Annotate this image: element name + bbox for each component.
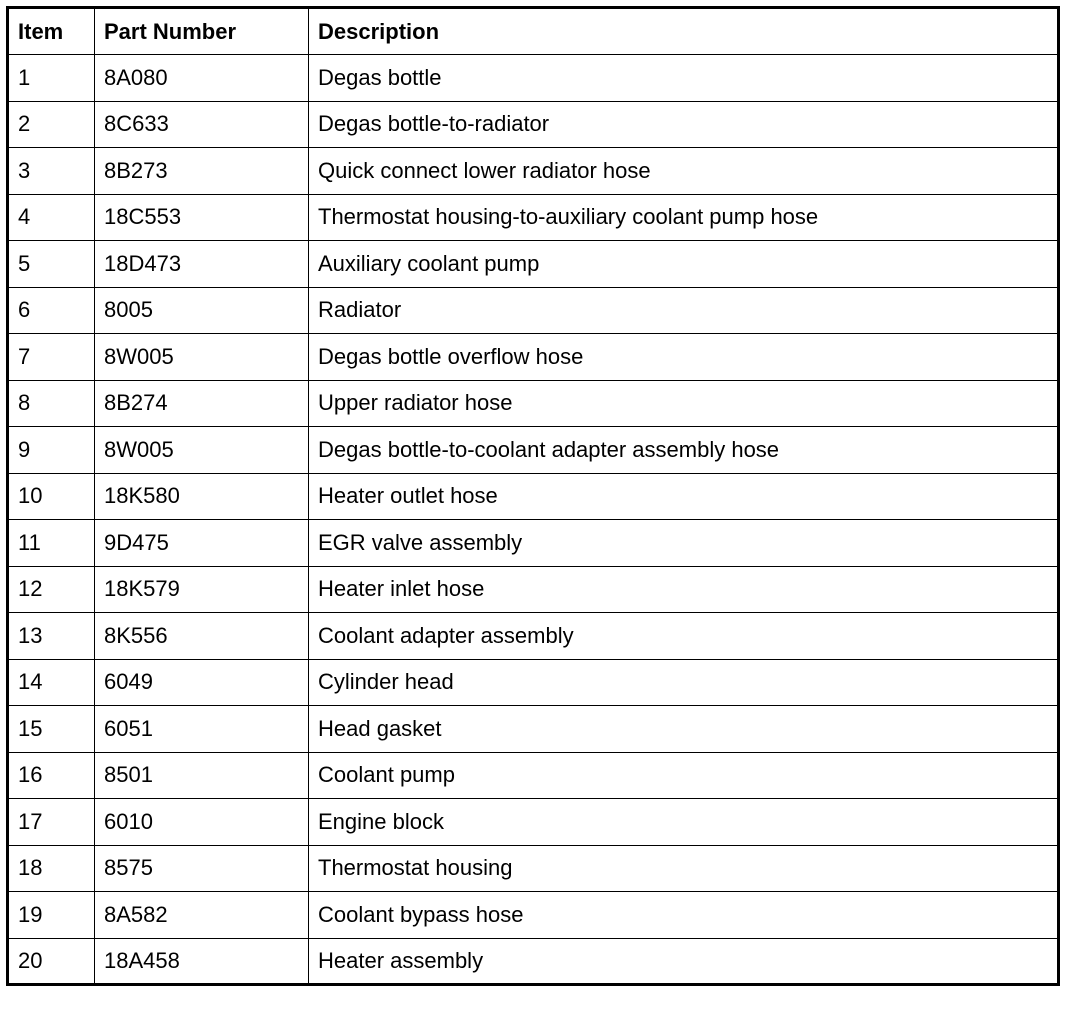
cell-item: 18 <box>8 845 95 892</box>
cell-part-number: 18K579 <box>95 566 309 613</box>
cell-item: 15 <box>8 706 95 753</box>
cell-part-number: 8K556 <box>95 613 309 660</box>
cell-item: 3 <box>8 148 95 195</box>
table-row <box>8 706 1059 753</box>
cell-item: 5 <box>8 241 95 288</box>
cell-description: Degas bottle-to-coolant adapter assembly hose <box>309 427 1059 474</box>
cell-item: 11 <box>8 520 95 567</box>
cell-part-number: 8C633 <box>95 101 309 148</box>
cell-item: 16 <box>8 752 95 799</box>
cell-description: Coolant pump <box>309 752 1059 799</box>
cell-description: Cylinder head <box>309 659 1059 706</box>
header-part-number: Part Number <box>95 8 309 55</box>
parts-table <box>6 6 1060 986</box>
table-row <box>8 334 1059 381</box>
table-row <box>8 287 1059 334</box>
cell-description: Heater outlet hose <box>309 473 1059 520</box>
cell-description: Upper radiator hose <box>309 380 1059 427</box>
table-row <box>8 473 1059 520</box>
table-row <box>8 55 1059 102</box>
table-body <box>8 55 1059 985</box>
cell-description: Heater inlet hose <box>309 566 1059 613</box>
cell-description: Heater assembly <box>309 938 1059 985</box>
cell-description: Coolant bypass hose <box>309 892 1059 939</box>
cell-part-number: 6049 <box>95 659 309 706</box>
cell-part-number: 18A458 <box>95 938 309 985</box>
cell-description: Coolant adapter assembly <box>309 613 1059 660</box>
table-row <box>8 752 1059 799</box>
table-row <box>8 380 1059 427</box>
cell-part-number: 18D473 <box>95 241 309 288</box>
cell-item: 1 <box>8 55 95 102</box>
cell-description: Radiator <box>309 287 1059 334</box>
cell-item: 2 <box>8 101 95 148</box>
table-row <box>8 194 1059 241</box>
cell-description: Auxiliary coolant pump <box>309 241 1059 288</box>
table-row <box>8 845 1059 892</box>
cell-item: 12 <box>8 566 95 613</box>
cell-item: 20 <box>8 938 95 985</box>
cell-part-number: 8575 <box>95 845 309 892</box>
cell-description: Thermostat housing <box>309 845 1059 892</box>
cell-description: Engine block <box>309 799 1059 846</box>
cell-part-number: 8W005 <box>95 334 309 381</box>
table-header-row <box>8 8 1059 55</box>
cell-description: EGR valve assembly <box>309 520 1059 567</box>
cell-part-number: 8501 <box>95 752 309 799</box>
cell-item: 7 <box>8 334 95 381</box>
cell-part-number: 8B274 <box>95 380 309 427</box>
cell-part-number: 6010 <box>95 799 309 846</box>
table-row <box>8 892 1059 939</box>
cell-item: 6 <box>8 287 95 334</box>
cell-item: 9 <box>8 427 95 474</box>
cell-item: 10 <box>8 473 95 520</box>
table-row <box>8 938 1059 985</box>
header-item: Item <box>8 8 95 55</box>
cell-description: Thermostat housing-to-auxiliary coolant pump hose <box>309 194 1059 241</box>
cell-part-number: 8A080 <box>95 55 309 102</box>
cell-item: 14 <box>8 659 95 706</box>
cell-item: 8 <box>8 380 95 427</box>
cell-part-number: 6051 <box>95 706 309 753</box>
cell-description: Degas bottle overflow hose <box>309 334 1059 381</box>
cell-part-number: 8W005 <box>95 427 309 474</box>
table-row <box>8 566 1059 613</box>
cell-description: Degas bottle-to-radiator <box>309 101 1059 148</box>
table-row <box>8 659 1059 706</box>
table-row <box>8 101 1059 148</box>
cell-description: Degas bottle <box>309 55 1059 102</box>
cell-item: 19 <box>8 892 95 939</box>
table-row <box>8 241 1059 288</box>
cell-description: Quick connect lower radiator hose <box>309 148 1059 195</box>
table-row <box>8 613 1059 660</box>
cell-item: 4 <box>8 194 95 241</box>
cell-part-number: 18K580 <box>95 473 309 520</box>
header-description: Description <box>309 8 1059 55</box>
table-row <box>8 148 1059 195</box>
table-row <box>8 520 1059 567</box>
table-row <box>8 427 1059 474</box>
cell-item: 13 <box>8 613 95 660</box>
cell-part-number: 9D475 <box>95 520 309 567</box>
cell-item: 17 <box>8 799 95 846</box>
cell-description: Head gasket <box>309 706 1059 753</box>
cell-part-number: 18C553 <box>95 194 309 241</box>
table-row <box>8 799 1059 846</box>
cell-part-number: 8B273 <box>95 148 309 195</box>
cell-part-number: 8005 <box>95 287 309 334</box>
cell-part-number: 8A582 <box>95 892 309 939</box>
